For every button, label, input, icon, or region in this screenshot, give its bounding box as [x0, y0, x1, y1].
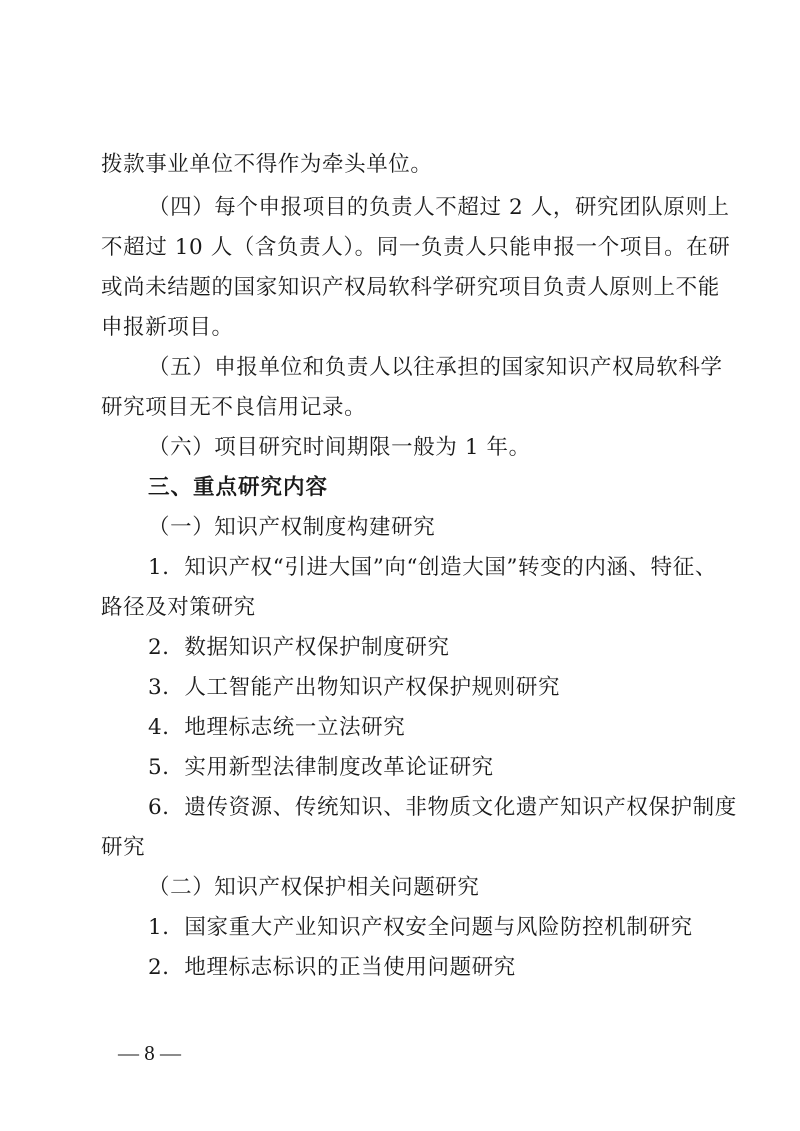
- paragraph-line: 不超过 10 人（含负责人）。同一负责人只能申报一个项目。在研: [101, 235, 731, 260]
- list-item: 1．知识产权“引进大国”向“创造大国”转变的内涵、特征、: [148, 555, 717, 580]
- paragraph-line: 或尚未结题的国家知识产权局软科学研究项目负责人原则上不能: [101, 275, 720, 300]
- paragraph-line: 申报新项目。: [101, 315, 234, 340]
- list-item: 3．人工智能产出物知识产权保护规则研究: [148, 675, 561, 700]
- paragraph-line: （六）项目研究时间期限一般为 1 年。: [148, 435, 531, 460]
- subsection-heading: （二）知识产权保护相关问题研究: [148, 875, 480, 900]
- list-item: 5．实用新型法律制度改革论证研究: [148, 755, 494, 780]
- paragraph-line: （五）申报单位和负责人以往承担的国家知识产权局软科学: [148, 355, 723, 380]
- list-item: 1．国家重大产业知识产权安全问题与风险防控机制研究: [148, 915, 693, 940]
- list-item: 4．地理标志统一立法研究: [148, 715, 406, 740]
- section-heading: 三、重点研究内容: [148, 475, 329, 500]
- paragraph-line: （四）每个申报项目的负责人不超过 2 人，研究团队原则上: [148, 195, 730, 220]
- list-item: 2．数据知识产权保护制度研究: [148, 635, 450, 660]
- list-item: 6．遗传资源、传统知识、非物质文化遗产知识产权保护制度: [148, 795, 737, 820]
- paragraph-line: 研究项目无不良信用记录。: [101, 395, 367, 420]
- page-number: — 8 —: [118, 1041, 181, 1065]
- list-item-continuation: 路径及对策研究: [101, 595, 256, 620]
- subsection-heading: （一）知识产权制度构建研究: [148, 515, 436, 540]
- list-item: 2．地理标志标识的正当使用问题研究: [148, 955, 516, 980]
- list-item-continuation: 研究: [101, 835, 146, 860]
- paragraph-line: 拨款事业单位不得作为牵头单位。: [101, 152, 433, 177]
